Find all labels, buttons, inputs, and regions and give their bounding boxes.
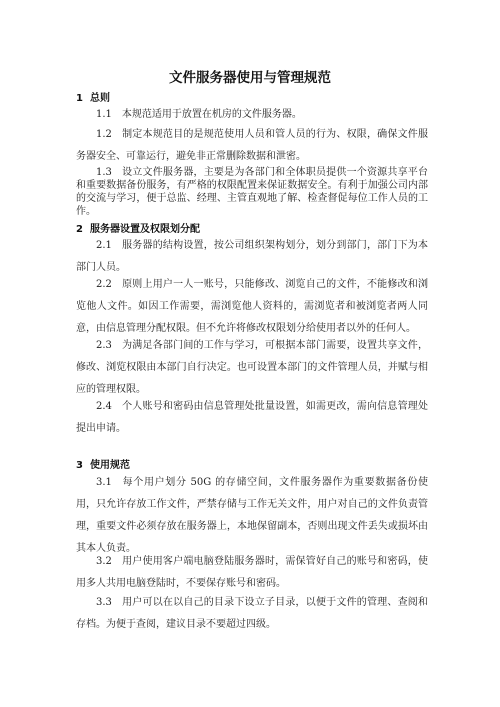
section-title: 总则 [90,93,110,104]
paragraph-number: 2.2 [96,279,112,290]
paragraph-2-3 [76,335,428,401]
document-title: 文件服务器使用与管理规范 [169,70,331,86]
paragraph-text: 本规范适用于放置在机房的文件服务器。 [121,109,302,120]
paragraph-1-3 [76,166,428,218]
paragraph-text: 原则上用户一人一账号，只能修改、浏览自己的文件，不能修改和浏览他人文件。如因工作需要，需浏览他人资料的，需浏览者和被浏览者两人同意，由信息管理分配权限。但不允许将修改权限划分给使用者以外的任何人。 [76,279,428,334]
paragraph-text: 服务器的结构设置，按公司组织架构划分，划分到部门，部门下为本部门人员。 [76,240,428,273]
section-heading-1 [76,89,110,104]
paragraph-number: 2.3 [96,340,112,351]
section-heading-3 [76,456,130,471]
section-number: 1 [76,93,83,104]
paragraph-text: 用户可以在以自己的目录下设立子目录，以便于文件的管理、查阅和存档。为便于查阅，建议目录不要超过四级。 [76,597,428,630]
section-number: 2 [76,224,83,235]
paragraph-number: 2.1 [96,240,112,251]
section-number: 3 [76,460,83,471]
paragraph-1-1 [76,104,428,126]
paragraph-text: 用户使用客户端电脑登陆服务器时，需保管好自己的账号和密码，使用多人共用电脑登陆时，不要保存账号和密码。 [76,556,428,589]
paragraph-text: 个人账号和密码由信息管理处批量设置，如需更改，需向信息管理处提出申请。 [76,401,428,434]
paragraph-text: 每个用户划分 50G 的存储空间，文件服务器作为重要数据备份使用，只允许存放工作文件，严禁存储与工作无关文件，用户对自己的文件负责管理，重要文件必须存放在服务器上，本地保留副本，否则出现文件丢失或损坏由其本人负责。 [76,477,428,554]
paragraph-text: 设立文件服务器，主要是为各部门和全体职员提供一个资源共享平台和重要数据备份服务，有严格的权限配置来保证数据安全。有利于加强公司内部的交流与学习，便于总监、经理、主管直观地了解、检查督促每位工作人员的工作。 [76,167,428,217]
paragraph-2-4 [76,396,428,440]
paragraph-number: 3.2 [96,556,112,567]
paragraph-number: 3.3 [96,597,112,608]
section-title: 服务器设置及权限划分配 [90,224,200,235]
section-title: 使用规范 [90,460,130,471]
section-heading-2 [76,220,200,235]
paragraph-3-2 [76,551,428,595]
paragraph-text: 为满足各部门间的工作与学习，可根据本部门需要，设置共享文件，修改、浏览权限由本部门自行决定。也可设置本部门的文件管理人员，并赋与相应的管理权限。 [76,340,428,395]
paragraph-number: 1.1 [96,109,112,120]
paragraph-1-2 [76,124,428,168]
paragraph-2-1 [76,235,428,279]
paragraph-number: 3.1 [96,477,112,488]
paragraph-3-3 [76,592,428,636]
paragraph-text: 制定本规范目的是规范使用人员和管人员的行为、权限，确保文件服务器安全、可靠运行，避免非正常删除数据和泄密。 [76,129,428,162]
paragraph-2-2 [76,274,428,340]
paragraph-number: 1.3 [96,167,112,178]
paragraph-number: 2.4 [96,401,112,412]
paragraph-number: 1.2 [96,129,112,140]
paragraph-3-1 [76,472,428,560]
